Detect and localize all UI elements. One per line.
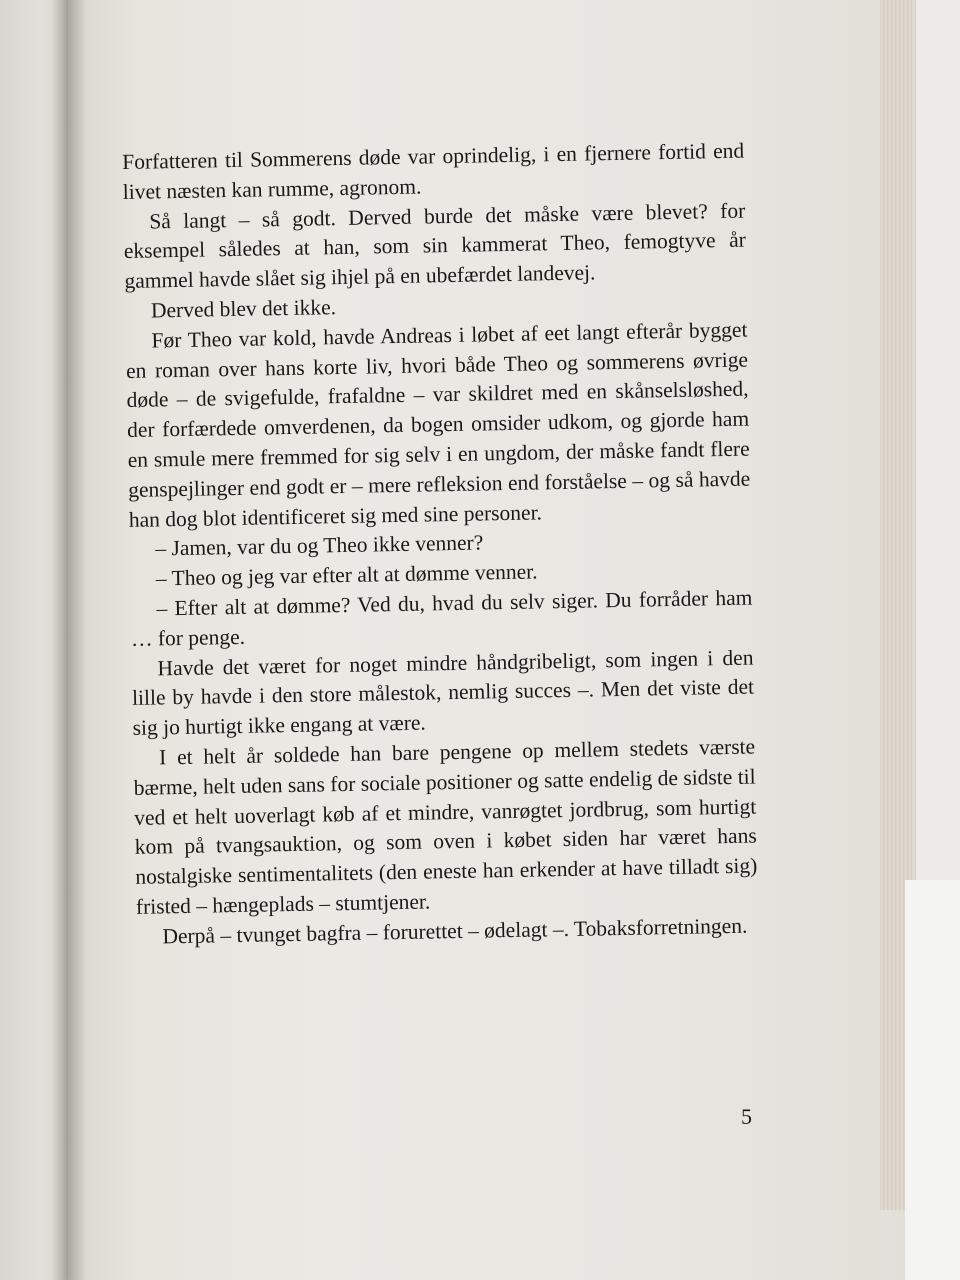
dialogue-line: – Efter alt at dømme? Ved du, hvad du selv siger. Du forråder ham … for penge. [130,585,753,651]
paragraph: Så langt – så godt. Derved burde det måske være blevet? for eksempel således at han, som sin kammerat Theo, femogtyve år gammel havde slået sig ihjel på en ubefærdet landevej. [123,198,747,294]
paragraph: Derved blev det ikke. [150,295,337,323]
dialogue-line: – Theo og jeg var efter alt at dømme venner. [155,559,538,591]
desk-surface [905,880,960,1280]
paragraph: Havde det været for noget mindre håndgribeligt, som ingen i den lille by havde i den store målestok, nemlig succes –. Men det viste det sig jo hurtigt ikke engang at være. [131,645,755,741]
paragraph: Før Theo var kold, havde Andreas i løbet af eet langt efterår bygget en roman over hans korte liv, hvori både Theo og sommerens øvrige døde – de svigefulde, frafaldne – var skildret med en skånselsløshed, der forfærdede omverdenen, da bogen omsider udkom, og gjorde ham en smule mere fremmed for sig selv i en ungdom, der måske fandt flere genspejlinger end godt er – mere refleksion end forståelse – og så havde han dog blot identificeret sig med sine personer. [125,317,751,532]
paragraph: I et helt år soldede han bare pengene op mellem stedets værste bærme, helt uden sans for sociale positioner og satte endelig de sidste til ved et helt uoverlagt køb af et mindre, vanrøgtet jordbrug, som hurtigt kom på tvangsauktion, og som oven i købet siden har været hans nostalgiske sentimentalitets (den eneste han erkender at have tilladt sig) fristed – hængeplads – stumtjener. [133,734,758,919]
paragraph: Derpå – tvunget bagfra – forurettet – ødelagt –. Tobaksforretningen. [162,913,748,949]
body-text [122,137,759,953]
dialogue-line: – Jamen, var du og Theo ikke venner? [155,530,484,561]
book-gutter-shadow [52,0,86,1280]
page-number: 5 [741,1104,752,1129]
paragraph: Forfatteren til Sommerens døde var oprindelig, i en fjernere fortid end livet næsten kan rumme, agronom. [122,138,745,204]
